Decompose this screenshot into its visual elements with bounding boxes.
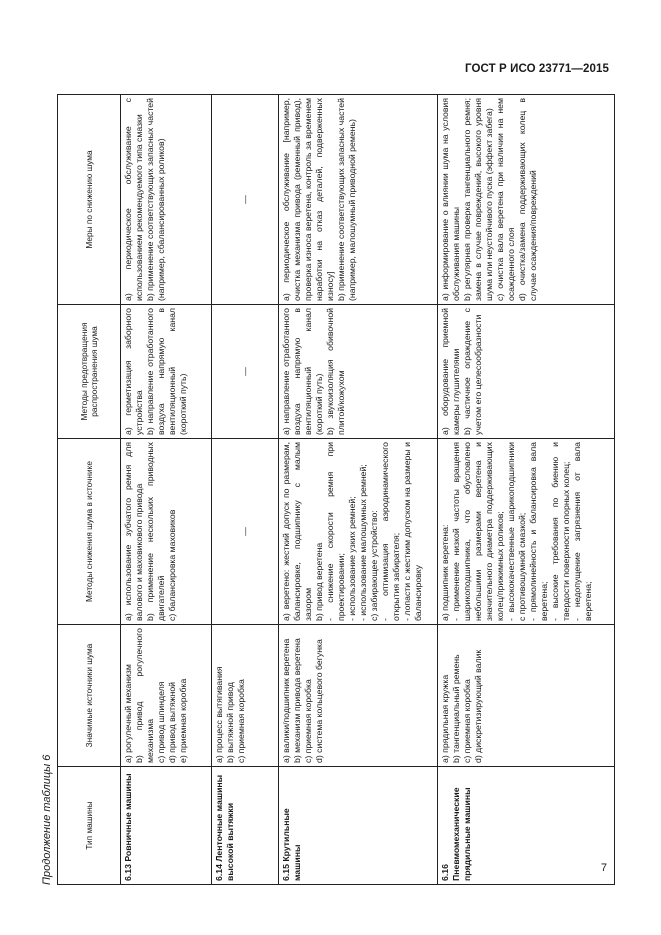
machine-type: 6.13 Ровничные машины (123, 773, 133, 881)
list-item: c) балансировка маховиков (167, 509, 177, 621)
list-item: - применение низкой частоты вращения шарикоподшипника, что обусловлено небольшими размерами веретена и значительного диаметра поддерживающих колец/прижимных роликов; (451, 442, 505, 621)
list-item: c) забирающее устройство: (369, 510, 379, 621)
item-list (440, 308, 484, 435)
measures-cell (121, 95, 212, 305)
noise-table (57, 94, 615, 885)
machine-type-cell (121, 767, 212, 885)
list-item: e) приемная коробка (178, 678, 188, 763)
item-list (440, 442, 594, 621)
list-item: b) тангенциальный ремень (451, 654, 461, 763)
column-header: Значимые источники шума (58, 625, 121, 767)
machine-type: 6.15 Крутильные машины (281, 808, 302, 881)
list-item: - высокие требования по биению и твердости поверхности опорных колец; (550, 442, 571, 621)
table-header-row (58, 95, 121, 885)
item-list (281, 308, 347, 435)
list-item: d) дискретизирующий валик (473, 649, 483, 763)
list-item: a) валики/подшипник веретена (281, 638, 291, 763)
list-item: b) звукоизоляция обивочной плитой/кожухом (325, 308, 346, 435)
list-item: - лопасти с жестким допуском на размеры и балансировку (402, 442, 423, 621)
list-item: b) вытяжной привод (225, 681, 235, 763)
list-item: - снижение скорости ремня при проектировании; (325, 442, 346, 621)
list-item: b) частичное ограждение с учетом его целесообразности (462, 308, 483, 435)
list-item: b) привод рогулечного механизма (134, 628, 155, 763)
column-header: Методы предотвращения распространения шума (58, 305, 121, 439)
page-number: 7 (600, 862, 607, 874)
source-methods-cell (279, 439, 438, 625)
machine-type: 6.16 Пневмомеханические прядильные машины (440, 787, 472, 881)
list-item: c) очистка вала веретена при наличии на нем осажденного слоя (495, 98, 516, 301)
column-header: Тип машины (58, 767, 121, 885)
propagation-cell (121, 305, 212, 439)
item-list (440, 628, 484, 763)
machine-type-cell (212, 767, 279, 885)
table-row (121, 95, 212, 885)
propagation-cell: — (212, 305, 279, 439)
list-item: a) периодическое обслуживание с использованием рекомендуемого типа смазки (123, 98, 144, 301)
measures-cell: — (212, 95, 279, 305)
list-item: b) привод веретена (314, 542, 324, 621)
item-list (281, 628, 325, 763)
list-item: b) регулярная проверка тангенциального ремня; замена в случае повреждений, высокого уровня шума или неустойчивого пуска (эффект забега) (462, 98, 494, 301)
table-row (438, 95, 615, 885)
list-item: b) применение соответствующих запасных частей (например, сбалансированных роликов) (145, 98, 166, 301)
item-list (123, 98, 167, 301)
sources-cell (212, 625, 279, 767)
list-item: a) оборудование приемной камеры глушителями (440, 308, 461, 435)
item-list (281, 442, 424, 621)
list-item: b) применение соответствующих запасных частей (например, малошумный приводной ремень) (336, 98, 357, 301)
list-item: a) веретено: жесткий допуск по размерам, балансировке, подшипнику с малым зазором (281, 442, 313, 621)
list-item: d) привод вытяжной (167, 681, 177, 763)
item-list (440, 98, 539, 301)
table-caption: Продолжение таблицы 6 (41, 754, 53, 885)
measures-cell (279, 95, 438, 305)
list-item: a) процесс вытягивания (214, 666, 224, 763)
list-item: a) использование зубчатого ремня для валового и маховикового привода (123, 442, 144, 621)
list-item: a) рогулечный механизм (123, 664, 133, 763)
source-methods-cell (438, 439, 615, 625)
list-item: b) механизм привода веретена (292, 638, 302, 763)
source-methods-cell (121, 439, 212, 625)
item-list (123, 442, 178, 621)
sources-cell (438, 625, 615, 767)
table-row (212, 95, 279, 885)
machine-type-cell (438, 767, 615, 885)
list-item: - недопущение загрязнения от вала веретена; (572, 442, 593, 621)
list-item: a) герметизация заборного устройства (123, 308, 144, 435)
list-item: - оптимизация аэродинамического открытия забирателя; (380, 442, 401, 621)
measures-cell (438, 95, 615, 305)
propagation-cell (279, 305, 438, 439)
column-header: Меры по снижению шума (58, 95, 121, 305)
machine-type: 6.14 Ленточные машины высокой вытяжки (214, 774, 235, 881)
sources-cell (279, 625, 438, 767)
propagation-cell (438, 305, 615, 439)
list-item: b) направление отработанного воздуха напрямую в вентиляционный канал (короткий путь) (145, 308, 188, 435)
list-item: c) привод шпинделя (156, 681, 166, 763)
list-item: - прямолинейность и балансировка вала веретена; (528, 442, 549, 621)
machine-type-cell (279, 767, 438, 885)
rotated-table-area (40, 95, 598, 885)
source-methods-cell: — (212, 439, 279, 625)
list-item: - использование малошумных ремней; (358, 464, 368, 621)
document-header: ГОСТ Р ИСО 23771—2015 (464, 63, 609, 75)
column-header: Методы снижения шума в источнике (58, 439, 121, 625)
sources-cell (121, 625, 212, 767)
list-item: a) подшипник веретена: (440, 524, 450, 621)
list-item: d) очистка/замена поддерживающих колец в случае осаждения/повреждений (517, 98, 538, 301)
item-list (214, 628, 247, 763)
list-item: a) периодическое обслуживание [например, очистка механизма привода (ременный привод), проверка износа веретена, контроль за временем наработки на отказ деталей, подверженных износу] (281, 98, 335, 301)
list-item: b) применение нескольких приводных двигателей (145, 442, 166, 621)
list-item: a) информирование о влиянии шума на условия обслуживания машины (440, 98, 461, 301)
list-item: - высококачественные шарикоподшипники с противошумной смазкой; (506, 442, 527, 621)
list-item: a) прядильная кружка (440, 674, 450, 763)
list-item: c) приемная коробка (236, 679, 246, 763)
list-item: a) направление отработанного воздуха напрямую в вентиляционный канал (короткий путь) (281, 308, 324, 435)
list-item: - использование узких ремней; (347, 496, 357, 621)
item-list (123, 308, 189, 435)
item-list (281, 98, 358, 301)
list-item: d) система кольцевого бегунка (314, 639, 324, 763)
table-row (279, 95, 438, 885)
list-item: c) приемная коробка (303, 679, 313, 763)
list-item: c) приемная коробка (462, 679, 472, 763)
item-list (123, 628, 189, 763)
